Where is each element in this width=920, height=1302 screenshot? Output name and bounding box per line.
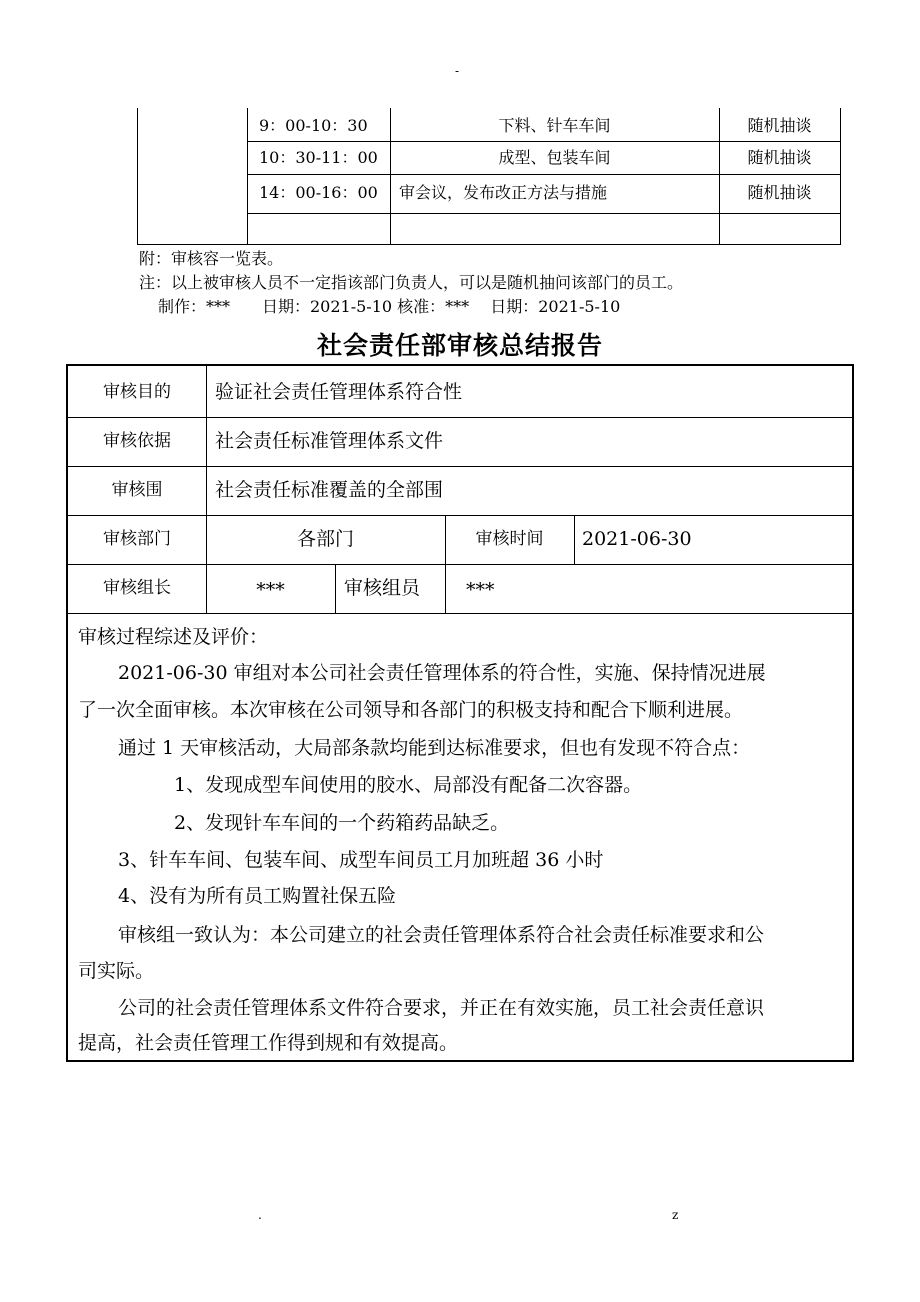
summary-line: 审核组一致认为：本公司建立的社会责任管理体系符合社会责任标准要求和公 bbox=[118, 924, 765, 946]
basis-label: 审核依据 bbox=[103, 431, 171, 451]
schedule-activity: 审会议，发布改正方法与措施 bbox=[399, 183, 608, 202]
summary-line: 通过 1 天审核活动，大局部条款均能到达标准要求，但也有发现不符合点： bbox=[118, 737, 751, 759]
department-value: 各部门 bbox=[296, 528, 354, 550]
summary-line: 1、发现成型车间使用的胶水、局部没有配备二次容器。 bbox=[174, 774, 643, 796]
summary-line: 4、没有为所有员工购置社保五险 bbox=[118, 885, 397, 907]
scope-label: 审核围 bbox=[111, 480, 163, 500]
audit-time-label: 审核时间 bbox=[475, 529, 544, 549]
basis-value: 社会责任标准管理体系文件 bbox=[215, 430, 444, 452]
schedule-time: 9：00-10：30 bbox=[259, 116, 368, 135]
schedule-time: 10：30-11：00 bbox=[259, 148, 378, 167]
summary-line: 2021-06-30 审组对本公司社会责任管理体系的符合性，实施、保持情况进展 bbox=[118, 662, 766, 684]
schedule-activity: 成型、包装车间 bbox=[498, 148, 611, 167]
summary-line: 2、发现针车车间的一个药箱药品缺乏。 bbox=[174, 812, 510, 834]
team-member-value: *** bbox=[466, 579, 495, 601]
team-leader-value: *** bbox=[256, 579, 285, 601]
summary-heading: 审核过程综述及评价： bbox=[78, 626, 269, 648]
audit-time-value: 2021-06-30 bbox=[582, 528, 692, 550]
schedule-method: 随机抽谈 bbox=[747, 116, 812, 135]
summary-line: 公司的社会责任管理体系文件符合要求，并正在有效实施，员工社会责任意识 bbox=[118, 997, 765, 1019]
footer-right-mark: z bbox=[672, 1208, 679, 1222]
schedule-activity: 下料、针车车间 bbox=[498, 116, 611, 135]
report-title: 社会责任部审核总结报告 bbox=[316, 331, 603, 360]
audit-schedule-table bbox=[137, 108, 841, 245]
schedule-method: 随机抽谈 bbox=[747, 183, 812, 202]
footer-left-mark: . bbox=[258, 1208, 262, 1222]
summary-line: 3、针车车间、包装车间、成型车间员工月加班超 36 小时 bbox=[118, 849, 604, 871]
department-label: 审核部门 bbox=[103, 529, 171, 549]
page-header-mark: - bbox=[455, 64, 460, 78]
purpose-label: 审核目的 bbox=[103, 382, 171, 402]
summary-line: 司实际。 bbox=[78, 960, 155, 982]
attachment-note: 附：审核容一览表。 bbox=[139, 249, 284, 268]
scope-value: 社会责任标准覆盖的全部围 bbox=[215, 479, 444, 501]
team-member-label: 审核组员 bbox=[344, 577, 421, 599]
schedule-method: 随机抽谈 bbox=[747, 148, 812, 167]
schedule-time: 14：00-16：00 bbox=[259, 183, 378, 202]
team-leader-label: 审核组长 bbox=[103, 578, 171, 598]
signoff-line: 制作：*** 日期：2021-5-10 核准：*** 日期：2021-5-10 bbox=[158, 297, 621, 316]
purpose-value: 验证社会责任管理体系符合性 bbox=[215, 381, 463, 403]
audit-report-table bbox=[66, 364, 854, 1062]
summary-line: 了一次全面审核。本次审核在公司领导和各部门的积极支持和配合下顺利进展。 bbox=[78, 699, 744, 721]
summary-line: 提高，社会责任管理工作得到规和有效提高。 bbox=[78, 1032, 459, 1054]
remark-note: 注：以上被审核人员不一定指该部门负责人，可以是随机抽问该部门的员工。 bbox=[139, 273, 684, 292]
